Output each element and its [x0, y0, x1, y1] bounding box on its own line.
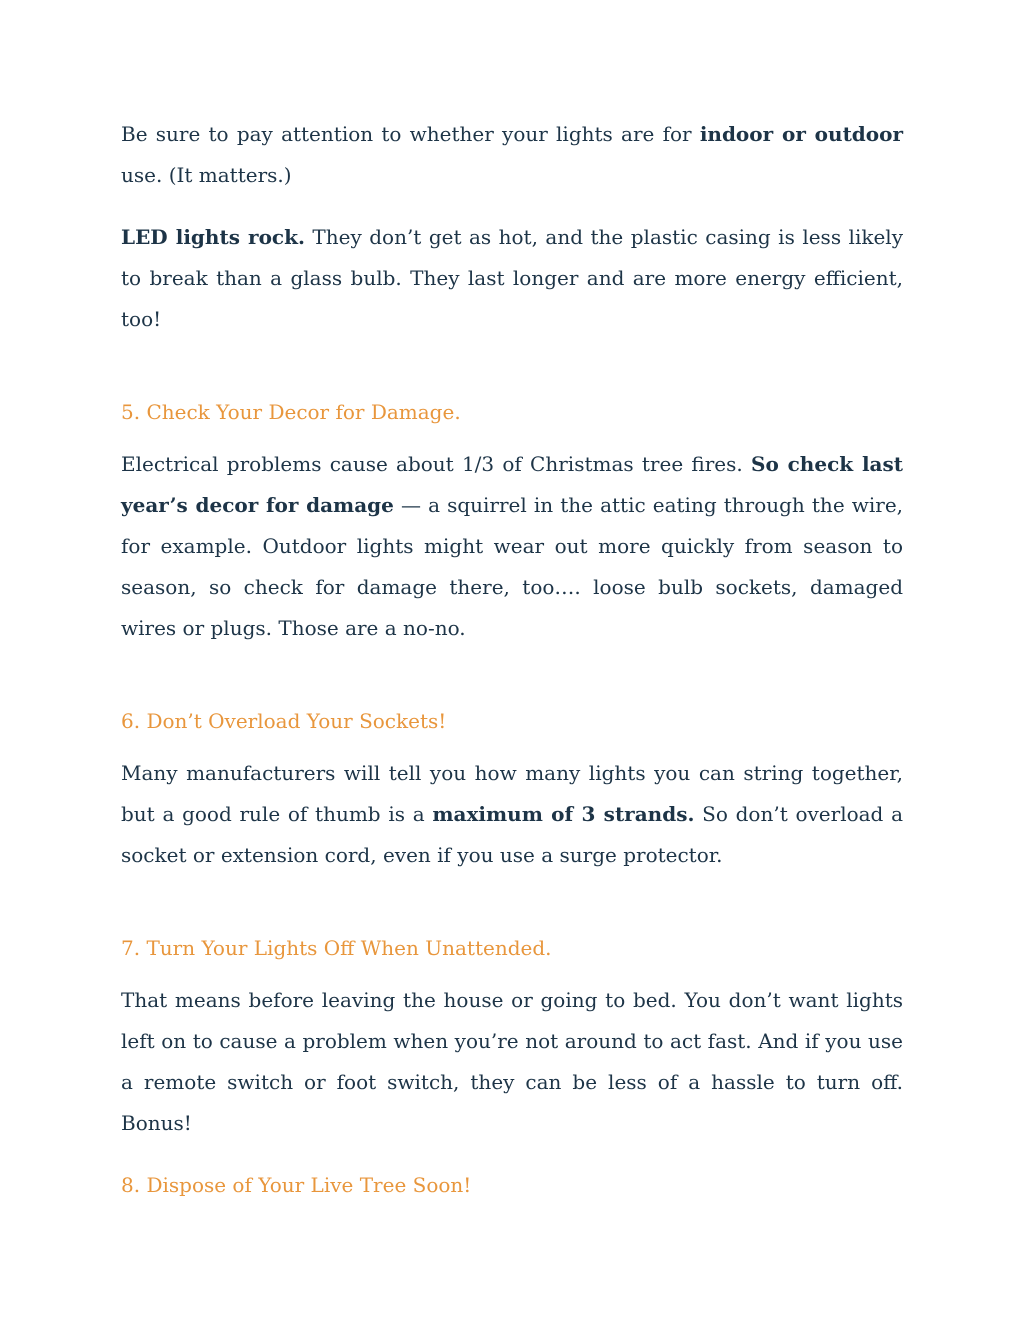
paragraph-text: — a squirrel in the attic eating through the wire, for example. Outdoor lights might wear out more quickly from season to season, so check for damage there, too…. loose bulb sockets, damaged wires or plugs. Those are a no-no.: [121, 493, 904, 640]
paragraph-text: Many manufacturers will tell you how many lights you can string together, but a good rule of thumb is a: [121, 761, 903, 826]
paragraph-text: So don’t overload a socket or extension cord, even if you use a surge protector.: [121, 802, 903, 867]
bold-phrase: LED lights rock.: [121, 225, 305, 249]
paragraph-overload-sockets: [121, 753, 903, 876]
paragraph-text: use. (It matters.): [121, 163, 292, 187]
paragraph-text: They don’t get as hot, and the plastic casing is less likely to break than a glass bulb. They last longer and are more energy efficient, too!: [121, 225, 903, 331]
paragraph-text: Electrical problems cause about 1/3 of Christmas tree fires.: [121, 452, 751, 476]
paragraph-check-decor: [121, 444, 903, 649]
document-content: [121, 114, 903, 1206]
section-heading-6: 6. Don’t Overload Your Sockets!: [121, 709, 447, 733]
bold-phrase: maximum of 3 strands.: [432, 802, 695, 826]
paragraph-led-lights: [121, 217, 903, 340]
paragraph-text: Be sure to pay attention to whether your lights are for: [121, 122, 700, 146]
section-heading-7: 7. Turn Your Lights Off When Unattended.: [121, 936, 552, 960]
bold-phrase: So check last year’s decor for damage: [121, 452, 904, 517]
paragraph-lights-off: That means before leaving the house or going to bed. You don’t want lights left on to cause a problem when you’re not around to act fast. And if you use a remote switch or foot switch, they can be less of a hassle to turn off. Bonus!: [121, 988, 903, 1135]
paragraph-indoor-outdoor: [121, 114, 903, 196]
section-heading-8: 8. Dispose of Your Live Tree Soon!: [121, 1173, 472, 1197]
section-heading-5: 5. Check Your Decor for Damage.: [121, 400, 461, 424]
bold-phrase: indoor or outdoor: [699, 122, 904, 146]
